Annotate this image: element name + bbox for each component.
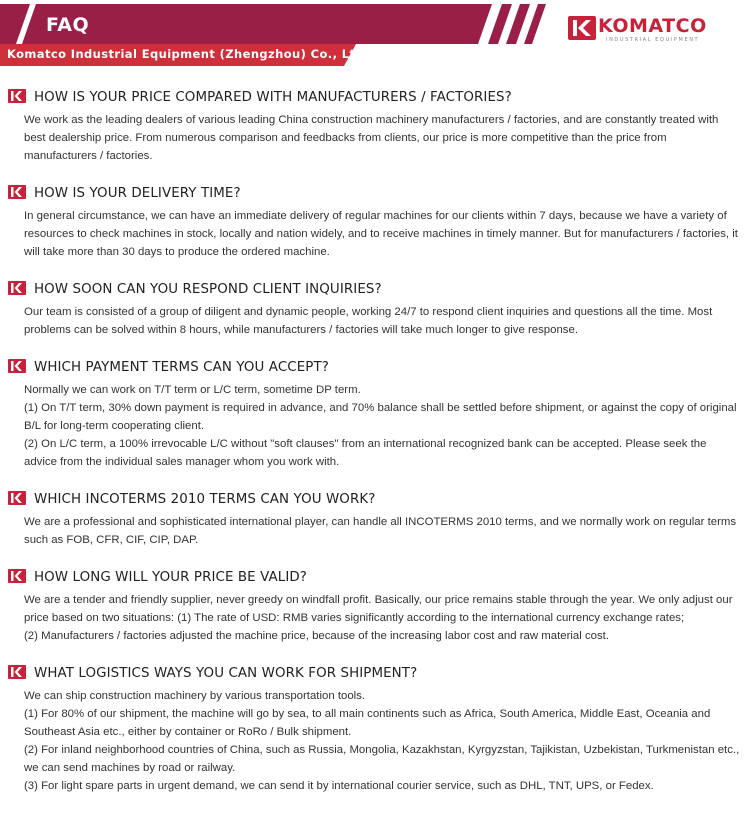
faq-question: WHICH PAYMENT TERMS CAN YOU ACCEPT? xyxy=(34,360,329,375)
faq-answer-paragraph: (3) For light spare parts in urgent demand, we can send it by international courier service, such as DHL, TNT, UPS, or Fedex. xyxy=(24,780,654,792)
faq-question-row xyxy=(0,488,750,512)
faq-item xyxy=(0,278,750,339)
faq-question: HOW LONG WILL YOUR PRICE BE VALID? xyxy=(34,570,307,585)
komatco-logo xyxy=(568,14,718,46)
faq-item xyxy=(0,488,750,549)
faq-question: HOW IS YOUR PRICE COMPARED WITH MANUFACTURERS / FACTORIES? xyxy=(34,90,512,105)
faq-question-row xyxy=(0,86,750,110)
page-header xyxy=(0,0,750,70)
logo-tagline: INDUSTRIAL EQUIPMENT xyxy=(606,37,700,43)
faq-answer xyxy=(0,381,750,471)
faq-question-row xyxy=(0,182,750,206)
komatco-k-icon xyxy=(8,89,26,103)
komatco-k-icon xyxy=(8,359,26,373)
faq-item xyxy=(0,566,750,645)
faq-answer xyxy=(0,207,750,261)
faq-question: HOW IS YOUR DELIVERY TIME? xyxy=(34,186,241,201)
faq-answer-paragraph: We are a professional and sophisticated international player, can handle all INCOTERMS 2010 terms, and we normally work on regular terms such as FOB, CFR, CIF, CIP, DAP. xyxy=(24,516,737,546)
faq-question: HOW SOON CAN YOU RESPOND CLIENT INQUIRIES? xyxy=(34,282,382,297)
faq-answer-paragraph: (2) On L/C term, a 100% irrevocable L/C without "soft clauses" from an international recognized bank can be accepted. Please seek the advice from the individual sales manager whom you work with. xyxy=(24,438,707,468)
komatco-k-icon xyxy=(8,569,26,583)
faq-answer xyxy=(0,111,750,165)
faq-question-row xyxy=(0,278,750,302)
faq-item xyxy=(0,182,750,261)
faq-answer-paragraph: We are a tender and friendly supplier, never greedy on windfall profit. Basically, our price remains stable through the year. We only adjust our price based on two situations: (1) The rate of USD: RMB varies significantly according to the international currency exchange rates; xyxy=(24,594,733,624)
faq-answer xyxy=(0,687,750,795)
faq-answer-paragraph: In general circumstance, we can have an immediate delivery of regular machines for our clients within 7 days, because we have a variety of resources to check machines in stock, locally and nation widely, and to receive machines in timely manner. But for manufacturers / factories, it will take more than 30 days to produce the ordered machine. xyxy=(24,210,738,258)
faq-answer-paragraph: Our team is consisted of a group of diligent and dynamic people, working 24/7 to respond client inquiries and questions all the time. Most problems can be solved within 8 hours, while manufacturers / factories will take much longer to give response. xyxy=(24,306,713,336)
faq-question-row xyxy=(0,566,750,590)
faq-list xyxy=(0,86,750,812)
faq-question: WHAT LOGISTICS WAYS YOU CAN WORK FOR SHIPMENT? xyxy=(34,666,418,681)
faq-item xyxy=(0,86,750,165)
company-name: Komatco Industrial Equipment (Zhengzhou) Co., Ltd. xyxy=(7,47,369,61)
faq-item xyxy=(0,662,750,795)
faq-answer-paragraph: (1) On T/T term, 30% down payment is required in advance, and 70% balance shall be settled before shipment, or against the copy of original B/L for long-term cooperating client. xyxy=(24,402,737,432)
komatco-k-icon xyxy=(8,665,26,679)
faq-answer-paragraph: (2) Manufacturers / factories adjusted the machine price, because of the increasing labor cost and raw material cost. xyxy=(24,630,610,642)
faq-question-row xyxy=(0,356,750,380)
page-title: FAQ xyxy=(46,14,90,36)
faq-answer xyxy=(0,591,750,645)
faq-answer-paragraph: We can ship construction machinery by various transportation tools. xyxy=(24,690,366,702)
logo-wordmark: KOMATCO xyxy=(598,15,707,37)
faq-answer-paragraph: Normally we can work on T/T term or L/C term, sometime DP term. xyxy=(24,384,361,396)
faq-answer xyxy=(0,303,750,339)
faq-question-row xyxy=(0,662,750,686)
faq-answer-paragraph: (2) For inland neighborhood countries of China, such as Russia, Mongolia, Kazakhstan, Kyrgyzstan, Tajikistan, Uzbekistan, Turkmenistan etc., we can send machines by road or railway. xyxy=(24,744,740,774)
faq-item xyxy=(0,356,750,471)
faq-answer-paragraph: We work as the leading dealers of various leading China construction machinery manufacturers / factories, and are constantly treated with best dealership price. From numerous comparison and feedbacks from clients, our price is more competitive than the price from manufacturers / factories. xyxy=(24,114,719,162)
faq-answer-paragraph: (1) For 80% of our shipment, the machine will go by sea, to all main continents such as Africa, South America, Middle East, Oceania and Southeast Asia etc., either by container or RoRo / Bulk shipment. xyxy=(24,708,711,738)
komatco-k-icon xyxy=(8,185,26,199)
komatco-k-icon xyxy=(8,281,26,295)
logo-k-icon xyxy=(568,14,596,42)
faq-question: WHICH INCOTERMS 2010 TERMS CAN YOU WORK? xyxy=(34,492,376,507)
faq-answer xyxy=(0,513,750,549)
komatco-k-icon xyxy=(8,491,26,505)
